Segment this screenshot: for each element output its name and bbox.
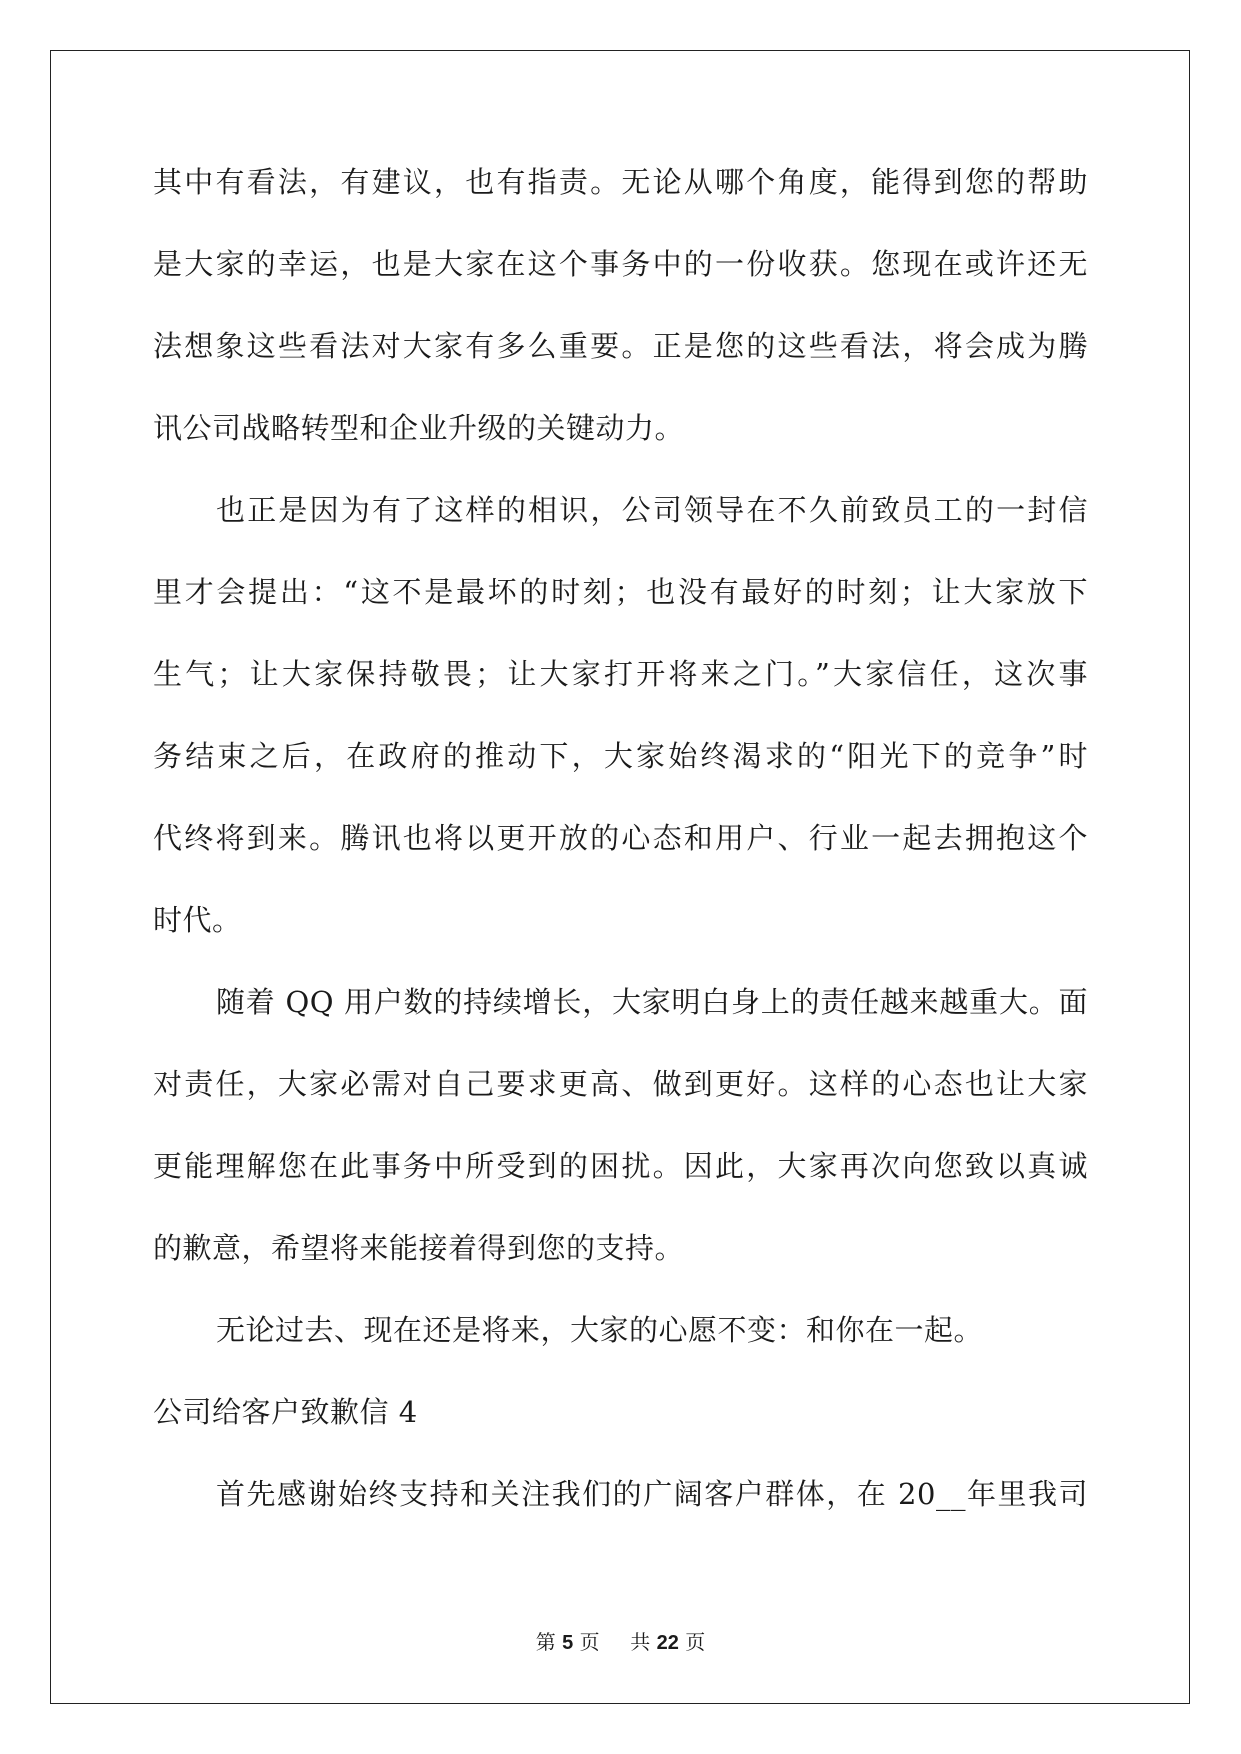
text-line: 更能理解您在此事务中所受到的困扰。因此，大家再次向您致以真诚 bbox=[153, 1149, 1088, 1183]
page-footer bbox=[0, 1630, 1241, 1655]
text-line: 其中有看法，有建议，也有指责。无论从哪个角度，能得到您的帮助 bbox=[153, 165, 1088, 199]
current-page-number: 5 bbox=[562, 1632, 574, 1654]
text-line: 随着 QQ 用户数的持续增长，大家明白身上的责任越来越重大。面 bbox=[216, 985, 1088, 1019]
footer-total-label: 页 bbox=[685, 1630, 706, 1654]
text-line: 时代。 bbox=[153, 903, 242, 937]
text-line: 生气；让大家保持敬畏；让大家打开将来之门。”大家信任，这次事 bbox=[153, 657, 1088, 691]
text-line: 无论过去、现在还是将来，大家的心愿不变：和你在一起。 bbox=[216, 1313, 984, 1347]
text-line: 首先感谢始终支持和关注我们的广阔客户群体，在 20__年里我司 bbox=[216, 1477, 1088, 1511]
text-line: 里才会提出：“这不是最坏的时刻；也没有最好的时刻；让大家放下 bbox=[153, 575, 1088, 609]
text-line: 讯公司战略转型和企业升级的关键动力。 bbox=[153, 411, 685, 445]
text-line: 对责任，大家必需对自己要求更高、做到更好。这样的心态也让大家 bbox=[153, 1067, 1088, 1101]
document-body bbox=[153, 162, 1088, 1556]
footer-page-label: 页 bbox=[579, 1630, 600, 1654]
total-page-count: 22 bbox=[656, 1632, 679, 1654]
section-heading: 公司给客户致歉信 4 bbox=[153, 1395, 418, 1429]
footer-total-prefix: 共 bbox=[630, 1630, 651, 1654]
text-line: 务结束之后，在政府的推动下，大家始终渴求的“阳光下的竞争”时 bbox=[153, 739, 1088, 773]
text-line: 代终将到来。腾讯也将以更开放的心态和用户、行业一起去拥抱这个 bbox=[153, 821, 1088, 855]
text-line: 是大家的幸运，也是大家在这个事务中的一份收获。您现在或许还无 bbox=[153, 247, 1088, 281]
text-line: 也正是因为有了这样的相识，公司领导在不久前致员工的一封信 bbox=[216, 493, 1088, 527]
text-line: 法想象这些看法对大家有多么重要。正是您的这些看法，将会成为腾 bbox=[153, 329, 1088, 363]
footer-prefix: 第 bbox=[535, 1630, 556, 1654]
text-line: 的歉意，希望将来能接着得到您的支持。 bbox=[153, 1231, 685, 1265]
